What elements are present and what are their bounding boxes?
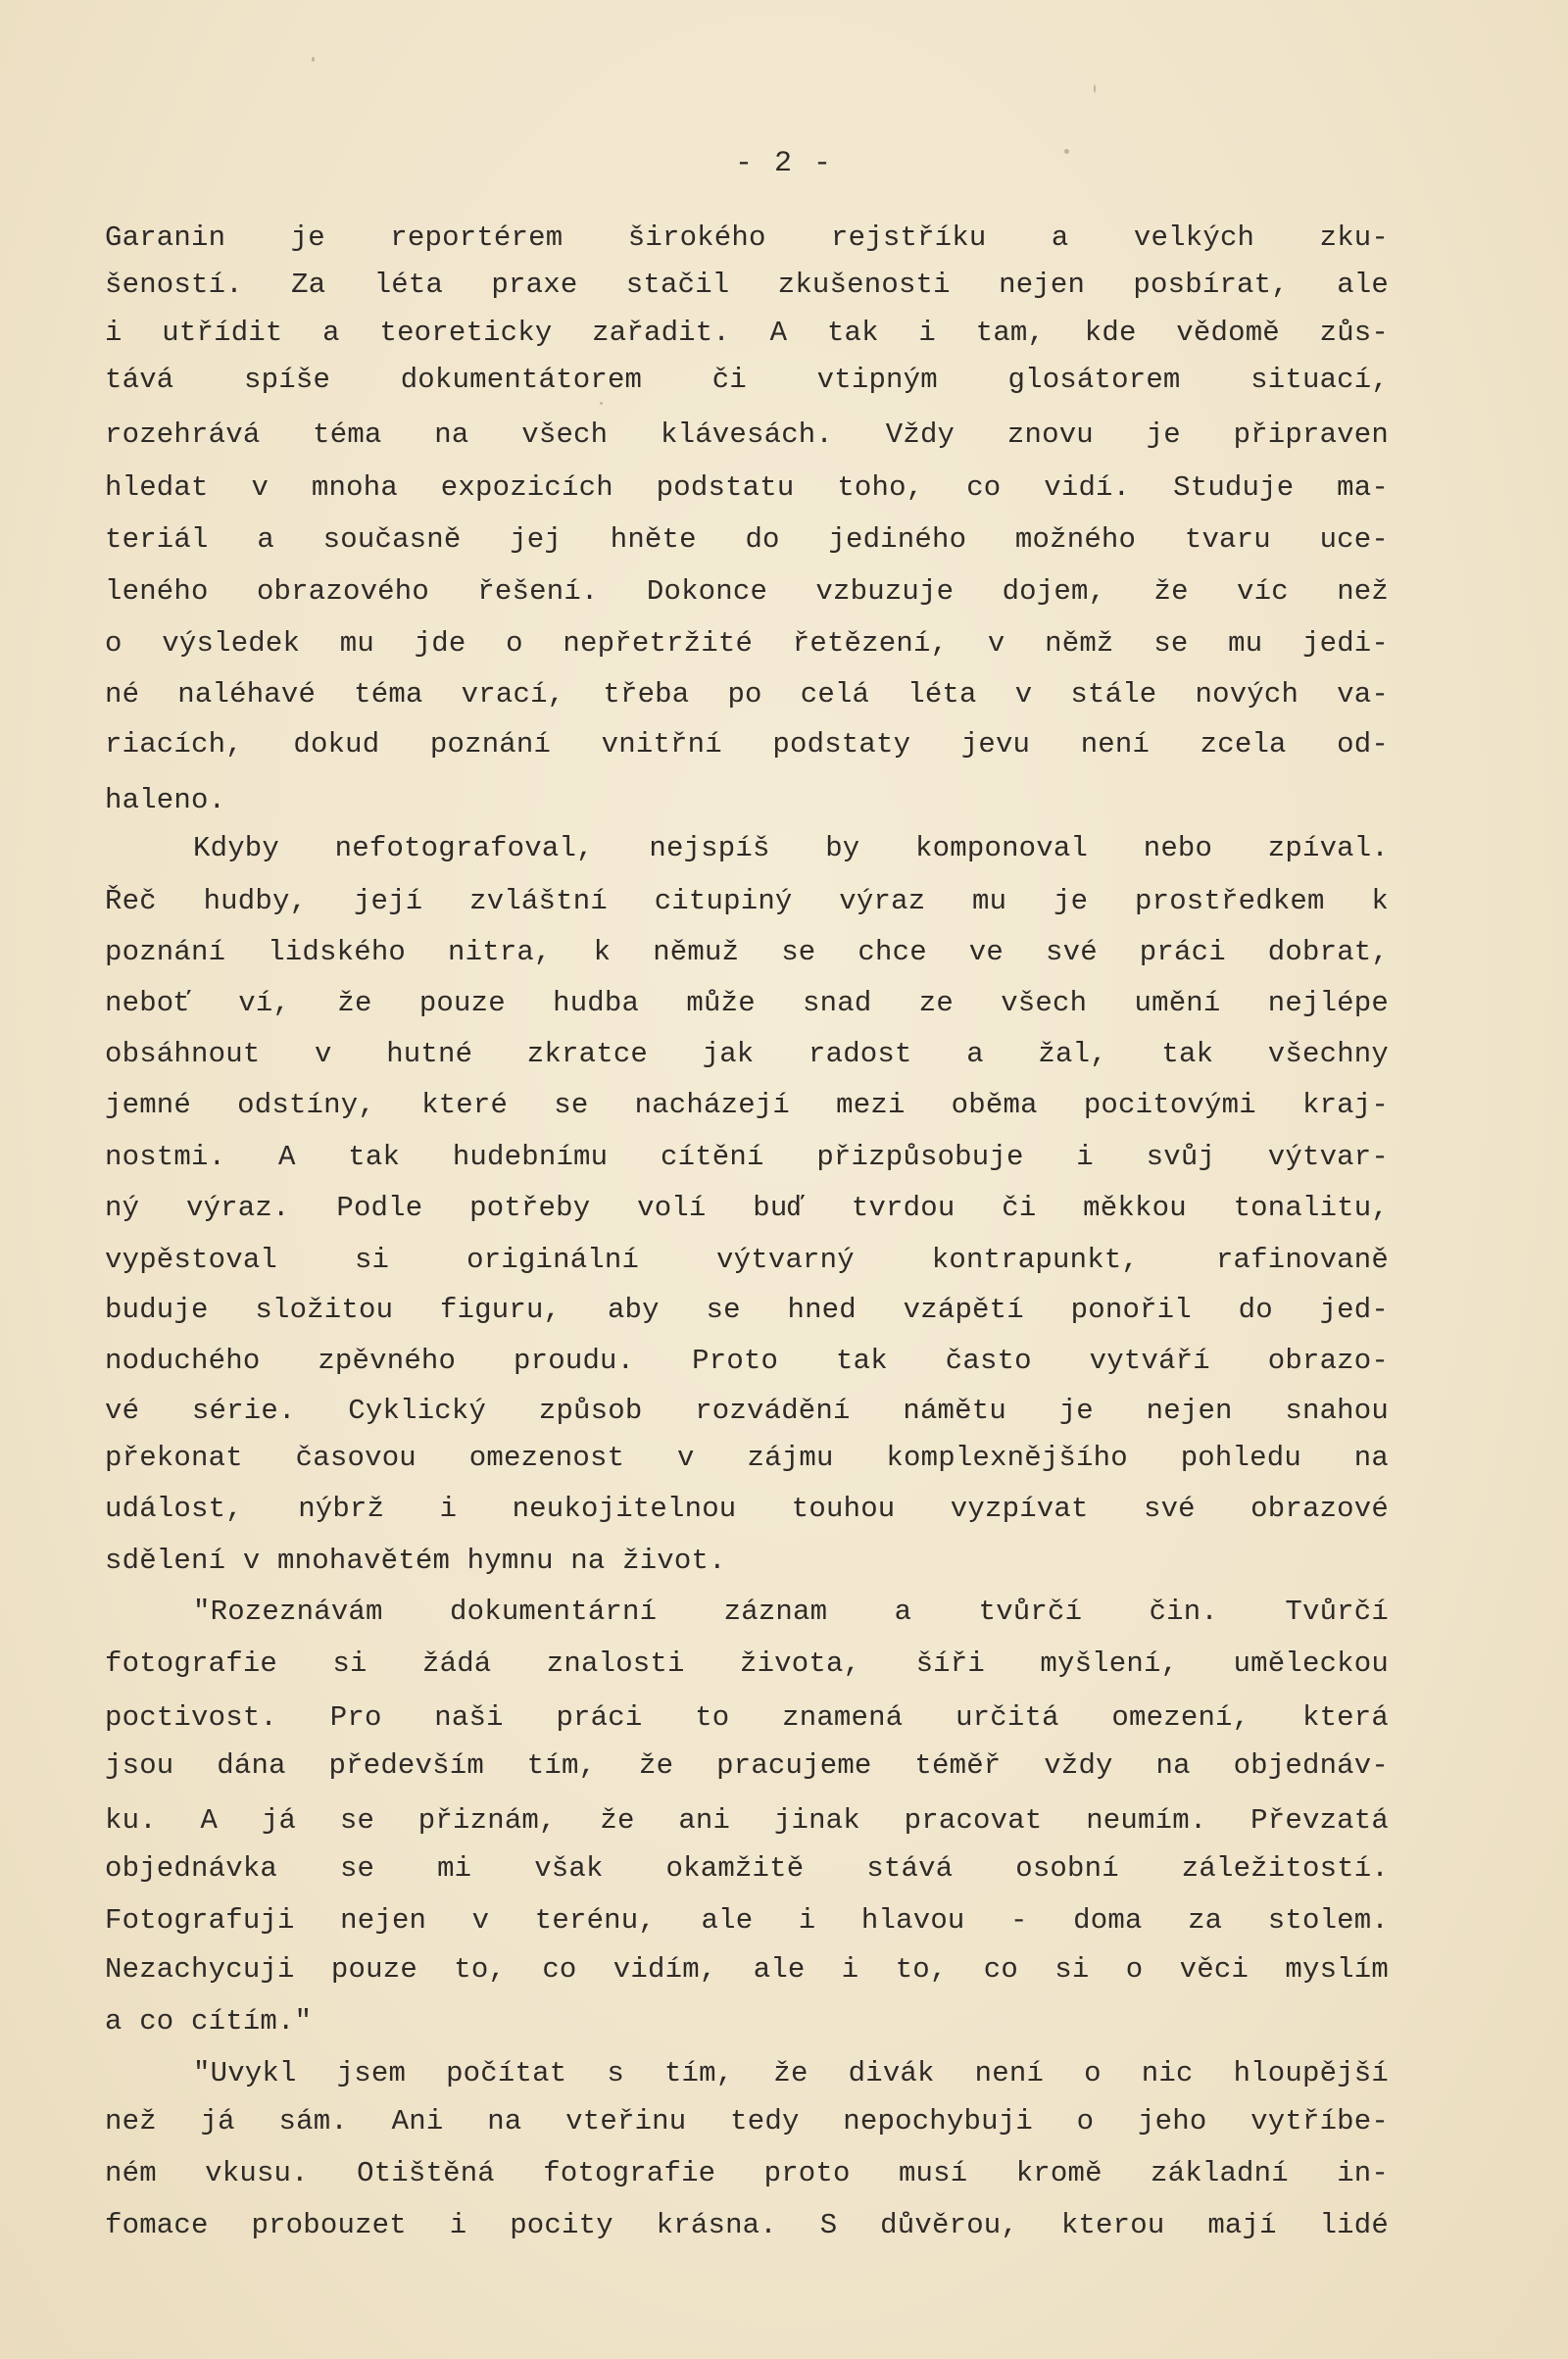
- text-line: šeností. Za léta praxe stačil zkušenosti nejen posbírat, ale: [105, 269, 1389, 301]
- text-line: riacích, dokud poznání vnitřní podstaty jevu není zcela od-: [105, 728, 1389, 761]
- text-line: než já sám. Ani na vteřinu tedy nepochybuji o jeho vytříbe-: [105, 2105, 1389, 2138]
- text-line: rozehrává téma na všech klávesách. Vždy znovu je připraven: [105, 418, 1389, 451]
- text-line: neboť ví, že pouze hudba může snad ze všech umění nejlépe: [105, 987, 1389, 1019]
- text-line: jsou dána především tím, že pracujeme téměř vždy na objednáv-: [105, 1749, 1389, 1782]
- text-line: poctivost. Pro naši práci to znamená určitá omezení, která: [105, 1701, 1389, 1734]
- text-line: překonat časovou omezenost v zájmu komplexnějšího pohledu na: [105, 1442, 1389, 1474]
- text-line: Garanin je reportérem širokého rejstříku a velkých zku-: [105, 221, 1389, 254]
- text-line: buduje složitou figuru, aby se hned vzápětí ponořil do jed-: [105, 1294, 1389, 1326]
- text-line: ku. A já se přiznám, že ani jinak pracovat neumím. Převzatá: [105, 1804, 1389, 1837]
- text-line: tává spíše dokumentátorem či vtipným glosátorem situací,: [105, 364, 1389, 396]
- text-line: i utřídit a teoreticky zařadit. A tak i tam, kde vědomě zůs-: [105, 317, 1389, 349]
- text-line: "Rozeznávám dokumentární záznam a tvůrčí čin. Tvůrčí: [193, 1596, 1389, 1628]
- text-line: hledat v mnoha expozicích podstatu toho, co vidí. Studuje ma-: [105, 471, 1389, 504]
- text-line: jemné odstíny, které se nacházejí mezi oběma pocitovými kraj-: [105, 1089, 1389, 1121]
- text-line: teriál a současně jej hněte do jediného možného tvaru uce-: [105, 523, 1389, 556]
- text-line: ném vkusu. Otištěná fotografie proto musí kromě základní in-: [105, 2157, 1389, 2189]
- text-line: Řeč hudby, její zvláštní citupiný výraz mu je prostředkem k: [105, 885, 1389, 917]
- text-line: obsáhnout v hutné zkratce jak radost a žal, tak všechny: [105, 1038, 1389, 1070]
- page-number: - 2 -: [734, 147, 833, 180]
- text-line: vypěstoval si originální výtvarný kontrapunkt, rafinovaně: [105, 1244, 1389, 1276]
- text-line: o výsledek mu jde o nepřetržité řetězení, v němž se mu jedi-: [105, 627, 1389, 660]
- text-line: objednávka se mi však okamžitě stává osobní záležitostí.: [105, 1852, 1389, 1885]
- text-line: vé série. Cyklický způsob rozvádění námětu je nejen snahou: [105, 1395, 1389, 1427]
- text-line: a co cítím.": [105, 2005, 313, 2038]
- text-line: ný výraz. Podle potřeby volí buď tvrdou či měkkou tonalitu,: [105, 1192, 1389, 1224]
- text-line: né naléhavé téma vrací, třeba po celá léta v stále nových va-: [105, 678, 1389, 711]
- text-line: noduchého zpěvného proudu. Proto tak často vytváří obrazo-: [105, 1345, 1389, 1377]
- text-line: Nezachycuji pouze to, co vidím, ale i to, co si o věci myslím: [105, 1953, 1389, 1986]
- text-line: sdělení v mnohavětém hymnu na život.: [105, 1545, 726, 1577]
- text-line: leného obrazového řešení. Dokonce vzbuzuje dojem, že víc než: [105, 575, 1389, 608]
- text-line: Kdyby nefotografoval, nejspíš by komponoval nebo zpíval.: [193, 832, 1389, 864]
- text-line: poznání lidského nitra, k němuž se chce ve své práci dobrat,: [105, 936, 1389, 968]
- text-line: fomace probouzet i pocity krásna. S důvěrou, kterou mají lidé: [105, 2209, 1389, 2241]
- text-line: událost, nýbrž i neukojitelnou touhou vyzpívat své obrazové: [105, 1493, 1389, 1525]
- text-line: Fotografuji nejen v terénu, ale i hlavou - doma za stolem.: [105, 1904, 1389, 1937]
- text-line: fotografie si žádá znalosti života, šíři myšlení, uměleckou: [105, 1647, 1389, 1680]
- text-line: "Uvykl jsem počítat s tím, že divák není o nic hloupější: [193, 2057, 1389, 2089]
- text-line: haleno.: [105, 784, 226, 816]
- text-line: nostmi. A tak hudebnímu cítění přizpůsobuje i svůj výtvar-: [105, 1141, 1389, 1173]
